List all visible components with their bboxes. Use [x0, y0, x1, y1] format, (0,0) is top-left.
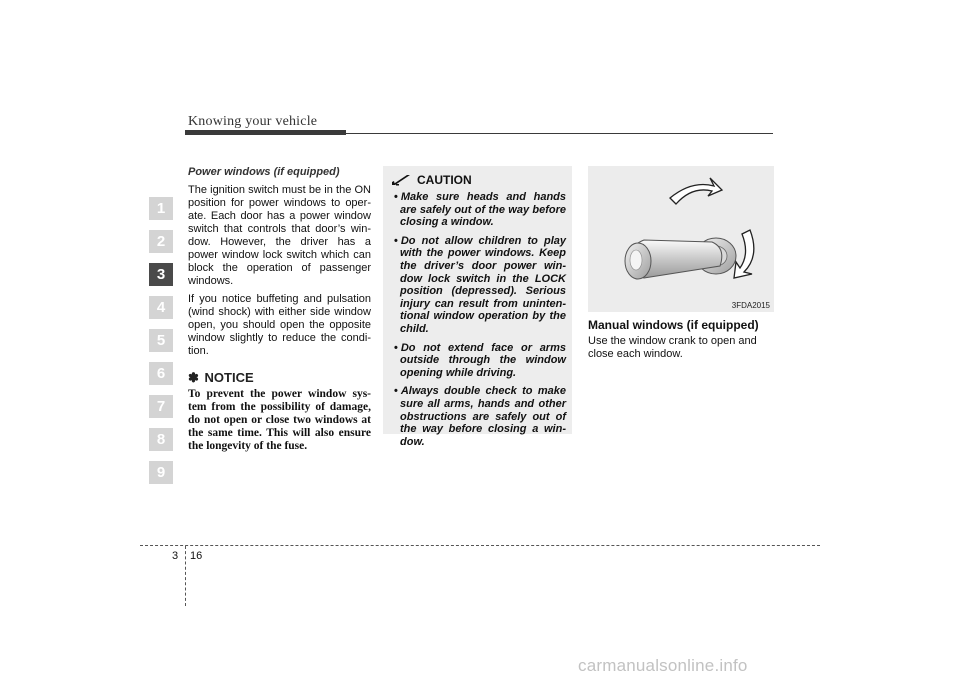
notice-star-icon: ✽	[188, 370, 199, 385]
chapter-tab-7[interactable]: 7	[149, 395, 173, 418]
manual-windows-section	[588, 318, 774, 361]
caution-item-text: Make sure heads and hands are safely out of the way before closing a window.	[400, 191, 566, 229]
notice-body: To prevent the power window sys-tem from the possibility of damage, do not open or close two windows at the same time. This will also ensure the longevity of the fuse.	[188, 388, 371, 452]
chapter-tab-4[interactable]: 4	[149, 296, 173, 319]
chapter-tabs	[149, 197, 173, 494]
manual-windows-heading: Manual windows (if equipped)	[588, 318, 759, 332]
window-crank-figure	[588, 166, 774, 312]
caution-item: • Do not allow children to play with the power windows. Keep the driver’s door power win-dow lock switch in the LOCK position (depressed). Serious injury can result from uninten-tional window operation by the child.	[394, 234, 566, 335]
figure-code: 3FDA2015	[731, 301, 770, 310]
caution-item-text: Do not extend face or arms outside through the window opening while driving.	[400, 341, 566, 379]
power-windows-section	[188, 166, 371, 453]
power-windows-paragraph-2: If you notice buffeting and pulsation (wind shock) with either side window open, you should open the opposite window slightly to reduce the condi-tion.	[188, 293, 371, 357]
footer-page-number: 16	[190, 550, 203, 562]
chapter-tab-9[interactable]: 9	[149, 461, 173, 484]
manual-windows-body: Use the window crank to open and close each window.	[588, 335, 757, 360]
chapter-tab-3[interactable]: 3	[149, 263, 173, 286]
caution-item-text: Always double check to make sure all arms, hands and other obstructions are safely out of the way before closing a win-dow.	[400, 385, 566, 448]
caution-heading-label: CAUTION	[417, 173, 472, 187]
watermark: carmanualsonline.info	[578, 656, 748, 675]
chapter-tab-8[interactable]: 8	[149, 428, 173, 451]
power-windows-paragraph-1: The ignition switch must be in the ON position for power windows to oper-ate. Each door has a power window switch that controls that door’s win-dow. However, the driver has a power window lock switch which can block the operation of passenger windows.	[188, 184, 371, 287]
chapter-tab-6[interactable]: 6	[149, 362, 173, 385]
header-bar	[185, 130, 346, 135]
caution-list	[391, 191, 566, 448]
footer-divider	[185, 546, 186, 606]
caution-item: • Make sure heads and hands are safely out of the way before closing a window.	[394, 191, 566, 229]
caution-item: • Do not extend face or arms outside through the window opening while driving.	[394, 341, 566, 379]
power-windows-heading: Power windows (if equipped)	[188, 166, 340, 178]
header-rule	[346, 133, 773, 134]
chapter-tab-5[interactable]: 5	[149, 329, 173, 352]
caution-box	[383, 166, 572, 448]
chapter-tab-2[interactable]: 2	[149, 230, 173, 253]
notice-heading-label: NOTICE	[204, 370, 254, 385]
chapter-tab-1[interactable]: 1	[149, 197, 173, 220]
caution-heading	[391, 173, 566, 187]
footer-rule	[140, 545, 820, 546]
footer-chapter-number: 3	[172, 550, 179, 562]
caution-item: • Always double check to make sure all arms, hands and other obstructions are safely out of the way before closing a win-dow.	[394, 385, 566, 448]
notice-heading	[188, 371, 371, 384]
caution-item-text: Do not allow children to play with the power windows. Keep the driver’s door power win-dow lock switch in the LOCK position (depressed). Serious injury can result from uninten-tional window operation by the child.	[400, 234, 566, 335]
caution-pencil-icon	[391, 174, 411, 186]
header-title: Knowing your vehicle	[188, 114, 318, 129]
window-crank-icon	[588, 166, 774, 312]
